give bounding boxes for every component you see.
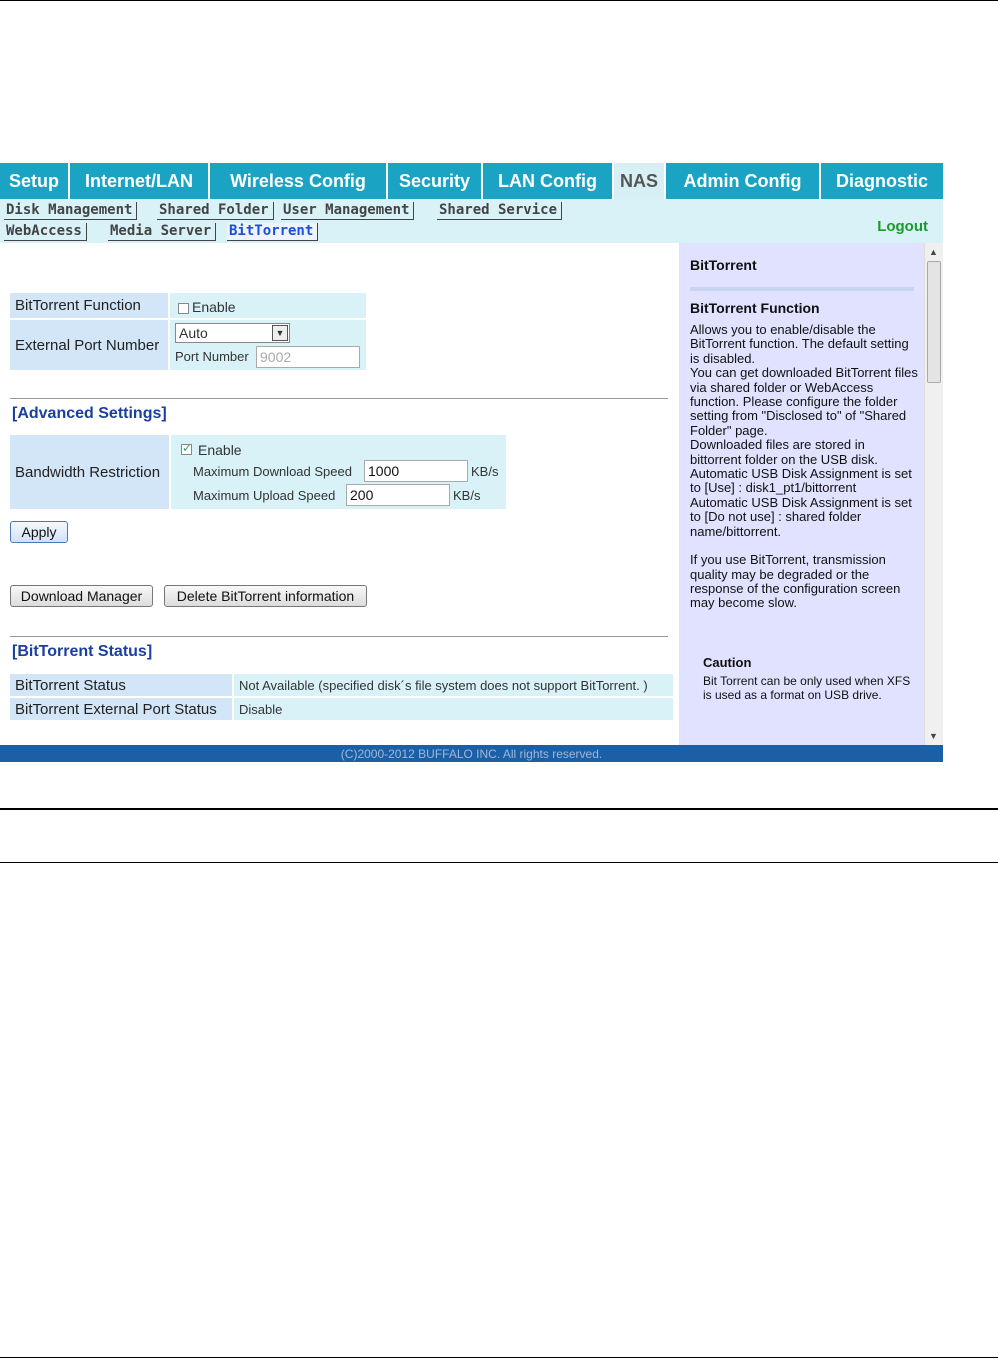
chevron-down-icon[interactable]: ▼ [272, 325, 288, 341]
page-rule [0, 862, 998, 863]
advanced-settings-header: [Advanced Settings] [12, 405, 167, 422]
max-upload-label: Maximum Upload Speed [193, 488, 336, 503]
max-download-unit: KB/s [471, 464, 499, 479]
bandwidth-checkbox[interactable] [181, 444, 192, 455]
bt-ext-port-status-label: BitTorrent External Port Status [10, 698, 232, 720]
bt-status-label: BitTorrent Status [10, 674, 232, 696]
help-paragraph: Automatic USB Disk Assignment is set to [Use] : disk1_pt1/bittorrent [690, 466, 912, 496]
max-download-input[interactable] [364, 460, 468, 482]
max-download-value: 1000 [368, 463, 400, 479]
bt-function-checkbox[interactable] [178, 303, 189, 314]
bt-function-enable-label: Enable [192, 299, 236, 315]
caution-text: Bit Torrent can be only used when XFS is used as a format on USB drive. [703, 674, 911, 702]
help-title: BitTorrent [690, 257, 757, 273]
subnav-media-server[interactable]: Media Server [108, 223, 216, 241]
download-manager-button[interactable]: Download Manager [10, 585, 153, 607]
main-content [0, 243, 678, 745]
subnav-user-management[interactable]: User Management [281, 202, 414, 220]
bittorrent-status-header: [BitTorrent Status] [12, 643, 153, 660]
page-top-rule [0, 0, 998, 1]
apply-button[interactable]: Apply [10, 521, 68, 543]
help-section-title: BitTorrent Function [690, 300, 820, 316]
tab-diagnostic[interactable]: Diagnostic [835, 171, 928, 191]
subnav-webaccess[interactable]: WebAccess [4, 223, 87, 241]
tab-admin-config[interactable]: Admin Config [666, 163, 821, 199]
scrollbar-thumb[interactable] [927, 261, 941, 383]
scroll-up-icon[interactable]: ▲ [929, 247, 938, 257]
port-number-label: Port Number [175, 349, 249, 364]
subnav-shared-folder[interactable]: Shared Folder [157, 202, 274, 220]
ext-port-select-value: Auto [179, 325, 208, 341]
help-panel [679, 243, 924, 745]
bandwidth-enable-label: Enable [198, 442, 242, 458]
logout-link[interactable]: Logout [877, 218, 928, 235]
page-rule [0, 808, 998, 810]
max-upload-input[interactable] [346, 484, 450, 506]
help-text [690, 323, 918, 611]
max-download-label: Maximum Download Speed [193, 464, 352, 479]
divider [10, 636, 668, 637]
bt-function-cell [170, 293, 366, 318]
tab-wireless-config[interactable]: Wireless Config [210, 163, 388, 199]
bt-status-value: Not Available (specified disk´s file system does not support BitTorrent. ) [234, 674, 673, 696]
help-paragraph: Downloaded files are stored in bittorrent folder on the USB disk. [690, 437, 878, 467]
ext-port-label: External Port Number [10, 320, 168, 370]
help-paragraph: Automatic USB Disk Assignment is set to [Do not use] : shared folder name/bittorrent. [690, 494, 912, 539]
ext-port-select[interactable] [175, 323, 290, 343]
caution-title: Caution [703, 655, 752, 670]
subnav-bittorrent[interactable]: BitTorrent [227, 223, 318, 241]
bt-function-label: BitTorrent Function [10, 293, 168, 318]
help-paragraph: If you use BitTorrent, transmission quality may be degraded or the response of the configuration screen may become slow. [690, 552, 901, 611]
tab-internet-lan[interactable]: Internet/LAN [70, 163, 210, 199]
help-paragraph: You can get downloaded BitTorrent files via shared folder or WebAccess function. Please configure the folder setting from "Disclosed to" of "Shared Folder" page. [690, 365, 918, 438]
page-bottom-rule [0, 1357, 998, 1358]
port-number-value: 9002 [260, 349, 292, 365]
help-scrollbar[interactable] [924, 243, 943, 745]
router-admin-screenshot [0, 163, 943, 762]
help-divider [690, 287, 914, 291]
bt-ext-port-status-value: Disable [234, 698, 673, 720]
subnav-shared-service[interactable]: Shared Service [437, 202, 562, 220]
footer-copyright: (C)2000-2012 BUFFALO INC. All rights reserved. [0, 745, 943, 762]
help-paragraph: Allows you to enable/disable the BitTorrent function. The default setting is disabled. [690, 322, 909, 366]
scroll-down-icon[interactable]: ▼ [929, 731, 938, 741]
tab-nas[interactable]: NAS [614, 163, 666, 199]
bandwidth-label: Bandwidth Restriction [10, 435, 169, 509]
max-upload-unit: KB/s [453, 488, 481, 503]
subnav-disk-management[interactable]: Disk Management [4, 202, 137, 220]
delete-bittorrent-info-button[interactable]: Delete BitTorrent information [164, 585, 367, 607]
sub-navigation [0, 199, 943, 243]
bandwidth-cell [171, 435, 506, 509]
max-upload-value: 200 [350, 487, 374, 503]
ext-port-cell [170, 320, 366, 370]
tab-security[interactable]: Security [388, 163, 483, 199]
tab-lan-config[interactable]: LAN Config [483, 163, 614, 199]
divider [10, 398, 668, 399]
tab-setup[interactable]: Setup [0, 163, 70, 199]
port-number-input[interactable] [256, 346, 360, 368]
top-navigation [0, 163, 943, 199]
